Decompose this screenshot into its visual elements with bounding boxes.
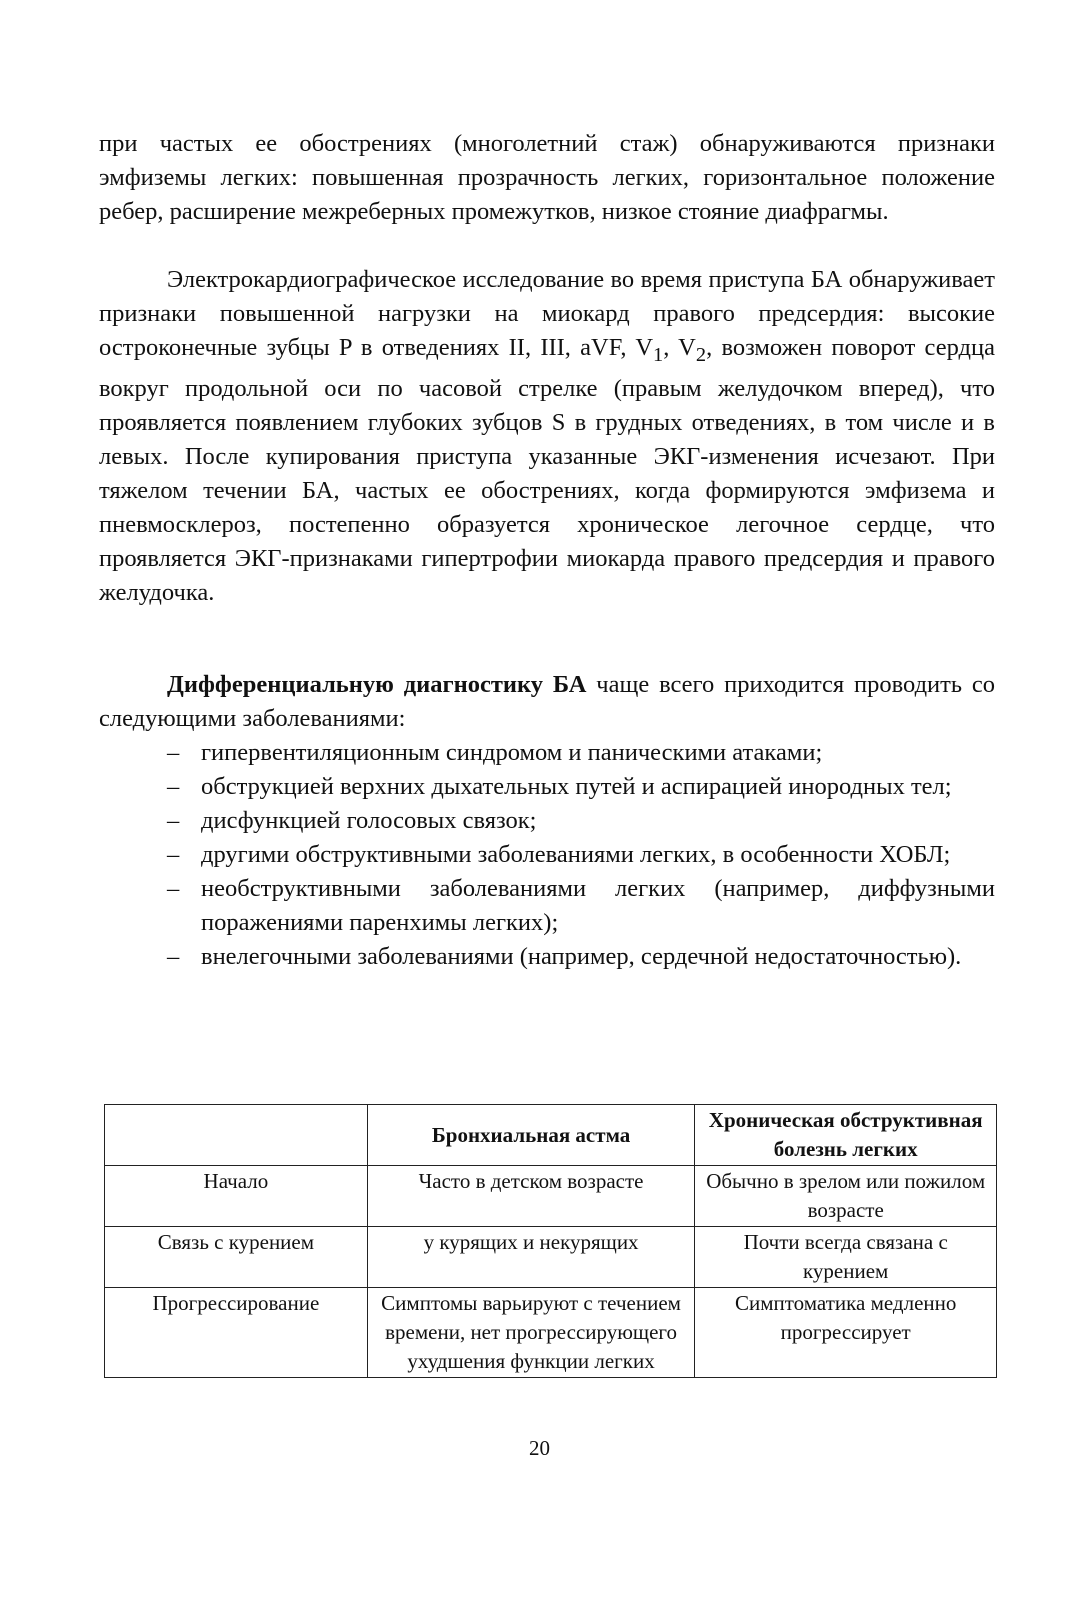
dash-marker: – <box>167 875 180 902</box>
list-item-text: внелегочными заболеваниями (например, сердечной недостаточностью). <box>201 943 962 970</box>
comparison-table <box>104 1104 997 1378</box>
list-item <box>99 872 995 940</box>
list-item <box>99 838 995 872</box>
dash-marker: – <box>167 739 180 766</box>
table-cell: Симптомы варьируют с течением времени, нет прогрессирующего ухудшения функции легких <box>367 1288 695 1378</box>
differential-heading: Дифференциальную диагностику БА <box>167 671 587 698</box>
table-row <box>105 1166 997 1227</box>
table-row <box>105 1288 997 1378</box>
paragraph-text: при частых ее обострениях (многолетний стаж) обнаруживаются признаки эмфиземы легких: повышенная прозрачность легких, горизонтальное положение ребер, расширение межреберных промежутков, низкое стояние диафрагмы. <box>99 130 995 225</box>
paragraph-ecg <box>99 263 995 610</box>
table-header-empty <box>105 1105 368 1166</box>
table-header-copd: Хроническая обструктивная болезнь легких <box>695 1105 997 1166</box>
dash-marker: – <box>167 773 180 800</box>
differential-list <box>99 736 995 974</box>
list-item-text: дисфункцией голосовых связок; <box>201 807 537 834</box>
table-cell: Прогрессирование <box>105 1288 368 1378</box>
page-number: 20 <box>529 1436 550 1460</box>
ecg-subscript-2: 2 <box>695 343 707 366</box>
section-differential-diagnosis <box>99 668 995 974</box>
ecg-text-part-3: , возможен поворот сердца вокруг продольной оси по часовой стрелке (правым желудочком вперед), что проявляется появлением глубоких зубцов S в грудных отведениях, в том числе и в левых. После купирования приступа указанные ЭКГ-изменения исчезают. При тяжелом течении БА, частых ее обострениях, когда формируются эмфизема и пневмосклероз, постепенно образуется хроническое легочное сердце, что проявляется ЭКГ-признаками гипертрофии миокарда правого предсердия и правого желудочка. <box>99 334 995 606</box>
table-cell: Начало <box>105 1166 368 1227</box>
list-item-text: гипервентиляционным синдромом и паническими атаками; <box>201 739 823 766</box>
dash-marker: – <box>167 807 180 834</box>
list-item-text: необструктивными заболеваниями легких (например, диффузными поражениями паренхимы легких); <box>201 875 995 936</box>
list-item <box>99 736 995 770</box>
dash-marker: – <box>167 841 180 868</box>
differential-intro <box>99 668 995 736</box>
ecg-subscript-1: 1 <box>653 343 664 366</box>
list-item <box>99 804 995 838</box>
list-item-text: другими обструктивными заболеваниями легких, в особенности ХОБЛ; <box>201 841 951 868</box>
paragraph-ecg-text <box>99 263 995 610</box>
dash-marker: – <box>167 943 180 970</box>
paragraph-emphysema-signs <box>99 127 995 229</box>
ecg-text-part-2: , V <box>663 334 696 361</box>
table-header-asthma: Бронхиальная астма <box>367 1105 695 1166</box>
table-cell: Часто в детском возрасте <box>367 1166 695 1227</box>
list-item-text: обструкцией верхних дыхательных путей и аспирацией инородных тел; <box>201 773 952 800</box>
differential-intro-text: чаще всего приходится проводить со следующими заболеваниями: <box>99 671 996 732</box>
table-cell: Симптоматика медленно прогрессирует <box>695 1288 997 1378</box>
table-cell: Связь с курением <box>105 1227 368 1288</box>
list-item <box>99 770 995 804</box>
table-cell: Обычно в зрелом или пожилом возрасте <box>695 1166 997 1227</box>
list-item <box>99 940 995 974</box>
table-header-row <box>105 1105 997 1166</box>
ecg-text-part-1: Электрокардиографическое исследование во время приступа БА обнаруживает признаки повышенной нагрузки на миокард правого предсердия: высокие остроконечные зубцы P в отведениях II, III, aVF, V <box>99 266 995 361</box>
table-cell: у курящих и некурящих <box>367 1227 695 1288</box>
table-row <box>105 1227 997 1288</box>
table-cell: Почти всегда связана с курением <box>695 1227 997 1288</box>
